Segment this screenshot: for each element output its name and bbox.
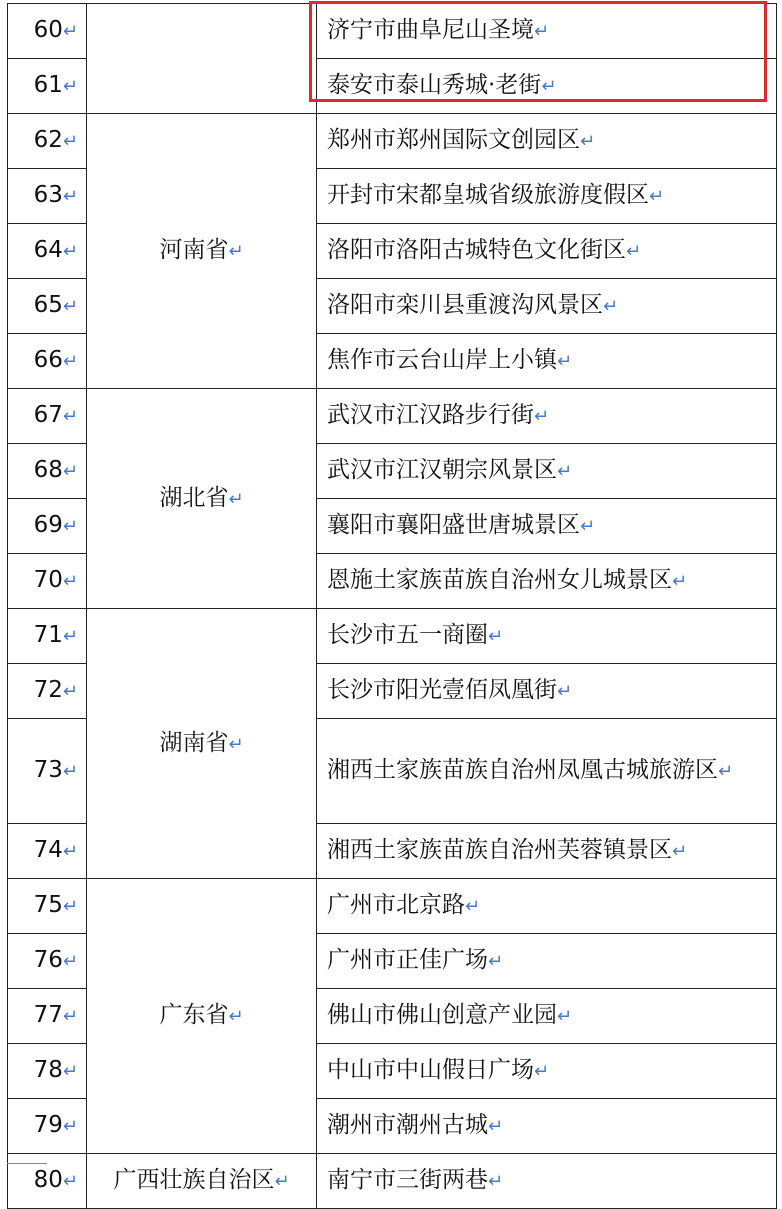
scenic-area-name-text: 焦作市云台山岸上小镇 xyxy=(327,347,557,373)
scenic-area-name xyxy=(317,1099,777,1154)
row-number-text: 78 xyxy=(33,1057,63,1083)
return-mark-icon: ↵ xyxy=(488,626,504,647)
province-cell xyxy=(87,609,317,879)
scenic-area-table xyxy=(7,3,777,1209)
row-number xyxy=(8,1099,87,1154)
return-mark-icon: ↵ xyxy=(626,241,642,262)
scenic-area-name xyxy=(317,169,777,224)
row-number xyxy=(8,879,87,934)
scenic-area-name xyxy=(317,609,777,664)
return-mark-icon: ↵ xyxy=(580,516,596,537)
row-number xyxy=(8,499,87,554)
row-number-text: 63 xyxy=(33,182,63,208)
return-mark-icon: ↵ xyxy=(62,681,78,702)
return-mark-icon: ↵ xyxy=(534,21,550,42)
return-mark-icon: ↵ xyxy=(62,461,78,482)
scenic-area-name-text: 佛山市佛山创意产业园 xyxy=(327,1002,557,1028)
return-mark-icon: ↵ xyxy=(62,21,78,42)
row-number xyxy=(8,59,87,114)
row-number xyxy=(8,934,87,989)
row-number xyxy=(8,279,87,334)
scenic-area-name-text: 郑州市郑州国际文创园区 xyxy=(327,127,580,153)
row-number xyxy=(8,609,87,664)
province-cell xyxy=(87,389,317,609)
return-mark-icon: ↵ xyxy=(62,406,78,427)
return-mark-icon: ↵ xyxy=(62,131,78,152)
return-mark-icon: ↵ xyxy=(62,296,78,317)
return-mark-icon: ↵ xyxy=(465,896,481,917)
return-mark-icon: ↵ xyxy=(62,1006,78,1027)
row-number xyxy=(8,719,87,824)
province-cell-text: 湖北省 xyxy=(159,484,229,511)
row-number-text: 73 xyxy=(33,757,63,783)
scenic-area-name xyxy=(317,389,777,444)
return-mark-icon: ↵ xyxy=(62,351,78,372)
row-number-text: 80 xyxy=(33,1167,63,1193)
row-number-text: 77 xyxy=(33,1002,63,1028)
return-mark-icon: ↵ xyxy=(62,1061,78,1082)
row-number xyxy=(8,1044,87,1099)
return-mark-icon: ↵ xyxy=(62,241,78,262)
return-mark-icon: ↵ xyxy=(228,488,244,510)
scenic-area-name xyxy=(317,1044,777,1099)
row-number xyxy=(8,1154,87,1209)
return-mark-icon: ↵ xyxy=(488,1116,504,1137)
return-mark-icon: ↵ xyxy=(534,406,550,427)
return-mark-icon: ↵ xyxy=(62,571,78,592)
return-mark-icon: ↵ xyxy=(62,951,78,972)
return-mark-icon: ↵ xyxy=(62,841,78,862)
return-mark-icon: ↵ xyxy=(672,841,688,862)
return-mark-icon: ↵ xyxy=(62,761,78,782)
scenic-area-name-text: 洛阳市栾川县重渡沟风景区 xyxy=(327,292,603,318)
table-body xyxy=(8,4,777,1209)
row-number-text: 61 xyxy=(33,72,63,98)
row-number-text: 68 xyxy=(33,457,63,483)
scenic-area-name-text: 长沙市阳光壹佰凤凰街 xyxy=(327,677,557,703)
scenic-area-name xyxy=(317,824,777,879)
scenic-area-name xyxy=(317,499,777,554)
return-mark-icon: ↵ xyxy=(62,626,78,647)
return-mark-icon: ↵ xyxy=(228,1006,244,1027)
scenic-area-name-text: 武汉市江汉朝宗风景区 xyxy=(327,457,557,483)
return-mark-icon: ↵ xyxy=(541,76,557,97)
return-mark-icon: ↵ xyxy=(62,1171,78,1192)
scenic-area-name xyxy=(317,114,777,169)
scenic-area-name-text: 洛阳市洛阳古城特色文化街区 xyxy=(327,237,626,263)
return-mark-icon: ↵ xyxy=(580,131,596,152)
row-number-text: 74 xyxy=(33,837,63,863)
scenic-area-name xyxy=(317,334,777,389)
scenic-area-name xyxy=(317,59,777,114)
row-number-text: 62 xyxy=(33,127,63,153)
scenic-area-name-text: 襄阳市襄阳盛世唐城景区 xyxy=(327,512,580,538)
scenic-area-name xyxy=(317,444,777,499)
row-number xyxy=(8,114,87,169)
scenic-area-name-text: 恩施土家族苗族自治州女儿城景区 xyxy=(327,567,672,593)
table-row xyxy=(8,879,777,934)
province-cell-text: 湖南省 xyxy=(159,729,229,756)
table-row xyxy=(8,1154,777,1209)
return-mark-icon: ↵ xyxy=(557,461,573,482)
row-number-text: 75 xyxy=(33,892,63,918)
return-mark-icon: ↵ xyxy=(672,571,688,592)
row-number xyxy=(8,334,87,389)
return-mark-icon: ↵ xyxy=(228,241,244,262)
row-number xyxy=(8,824,87,879)
scenic-area-name-text: 广州市正佳广场 xyxy=(327,947,488,973)
province-cell xyxy=(87,879,317,1154)
return-mark-icon: ↵ xyxy=(62,186,78,207)
return-mark-icon: ↵ xyxy=(228,733,244,755)
scenic-area-name xyxy=(317,934,777,989)
return-mark-icon: ↵ xyxy=(62,1116,78,1137)
return-mark-icon: ↵ xyxy=(557,681,573,702)
return-mark-icon: ↵ xyxy=(488,1171,504,1192)
row-number-text: 64 xyxy=(33,237,63,263)
row-number-text: 67 xyxy=(33,402,63,428)
row-number-text: 79 xyxy=(33,1112,63,1138)
scenic-area-name-text: 济宁市曲阜尼山圣境 xyxy=(327,17,534,43)
province-cell-text: 河南省 xyxy=(159,237,229,263)
table-row xyxy=(8,4,777,59)
row-number-text: 76 xyxy=(33,947,63,973)
row-number-text: 69 xyxy=(33,512,63,538)
province-cell xyxy=(87,4,317,114)
scenic-area-name xyxy=(317,279,777,334)
row-number xyxy=(8,444,87,499)
row-number-text: 72 xyxy=(33,677,63,703)
province-cell-text: 广西壮族自治区 xyxy=(113,1167,275,1193)
province-cell xyxy=(87,114,317,389)
return-mark-icon: ↵ xyxy=(557,351,573,372)
return-mark-icon: ↵ xyxy=(534,1061,550,1082)
return-mark-icon: ↵ xyxy=(274,1171,290,1192)
table-row xyxy=(8,114,777,169)
table-row xyxy=(8,609,777,664)
scenic-area-name-text: 开封市宋都皇城省级旅游度假区 xyxy=(327,182,649,208)
table-bottom-edge xyxy=(7,1163,47,1164)
row-number xyxy=(8,169,87,224)
scenic-area-name xyxy=(317,4,777,59)
row-number xyxy=(8,664,87,719)
row-number xyxy=(8,554,87,609)
scenic-area-name xyxy=(317,1154,777,1209)
return-mark-icon: ↵ xyxy=(62,896,78,917)
row-number xyxy=(8,4,87,59)
scenic-area-name xyxy=(317,879,777,934)
return-mark-icon: ↵ xyxy=(62,516,78,537)
row-number-text: 70 xyxy=(33,567,63,593)
scenic-area-name-text: 武汉市江汉路步行街 xyxy=(327,402,534,428)
row-number-text: 60 xyxy=(33,17,63,43)
scenic-area-name-text: 长沙市五一商圈 xyxy=(327,622,488,648)
scenic-area-name xyxy=(317,554,777,609)
return-mark-icon: ↵ xyxy=(557,1006,573,1027)
scenic-area-name-text: 湘西土家族苗族自治州凤凰古城旅游区 xyxy=(327,757,718,783)
province-cell-text: 广东省 xyxy=(159,1002,229,1028)
row-number xyxy=(8,989,87,1044)
row-number-text: 71 xyxy=(33,622,63,648)
row-number-text: 66 xyxy=(33,347,63,373)
return-mark-icon: ↵ xyxy=(649,186,665,207)
scenic-area-name-text: 中山市中山假日广场 xyxy=(327,1057,534,1083)
scenic-area-name-text: 潮州市潮州古城 xyxy=(327,1112,488,1138)
row-number xyxy=(8,389,87,444)
table-row xyxy=(8,389,777,444)
return-mark-icon: ↵ xyxy=(62,76,78,97)
province-cell xyxy=(87,1154,317,1209)
scenic-area-name xyxy=(317,224,777,279)
scenic-area-name-text: 湘西土家族苗族自治州芙蓉镇景区 xyxy=(327,837,672,863)
scenic-area-name-text: 广州市北京路 xyxy=(327,892,465,918)
scenic-area-name xyxy=(317,664,777,719)
scenic-area-name xyxy=(317,719,777,824)
row-number xyxy=(8,224,87,279)
return-mark-icon: ↵ xyxy=(488,951,504,972)
row-number-text: 65 xyxy=(33,292,63,318)
scenic-area-name-text: 泰安市泰山秀城·老街 xyxy=(327,72,542,98)
return-mark-icon: ↵ xyxy=(603,296,619,317)
scenic-area-name xyxy=(317,989,777,1044)
scenic-area-name-text: 南宁市三街两巷 xyxy=(327,1167,488,1193)
return-mark-icon: ↵ xyxy=(718,761,734,782)
